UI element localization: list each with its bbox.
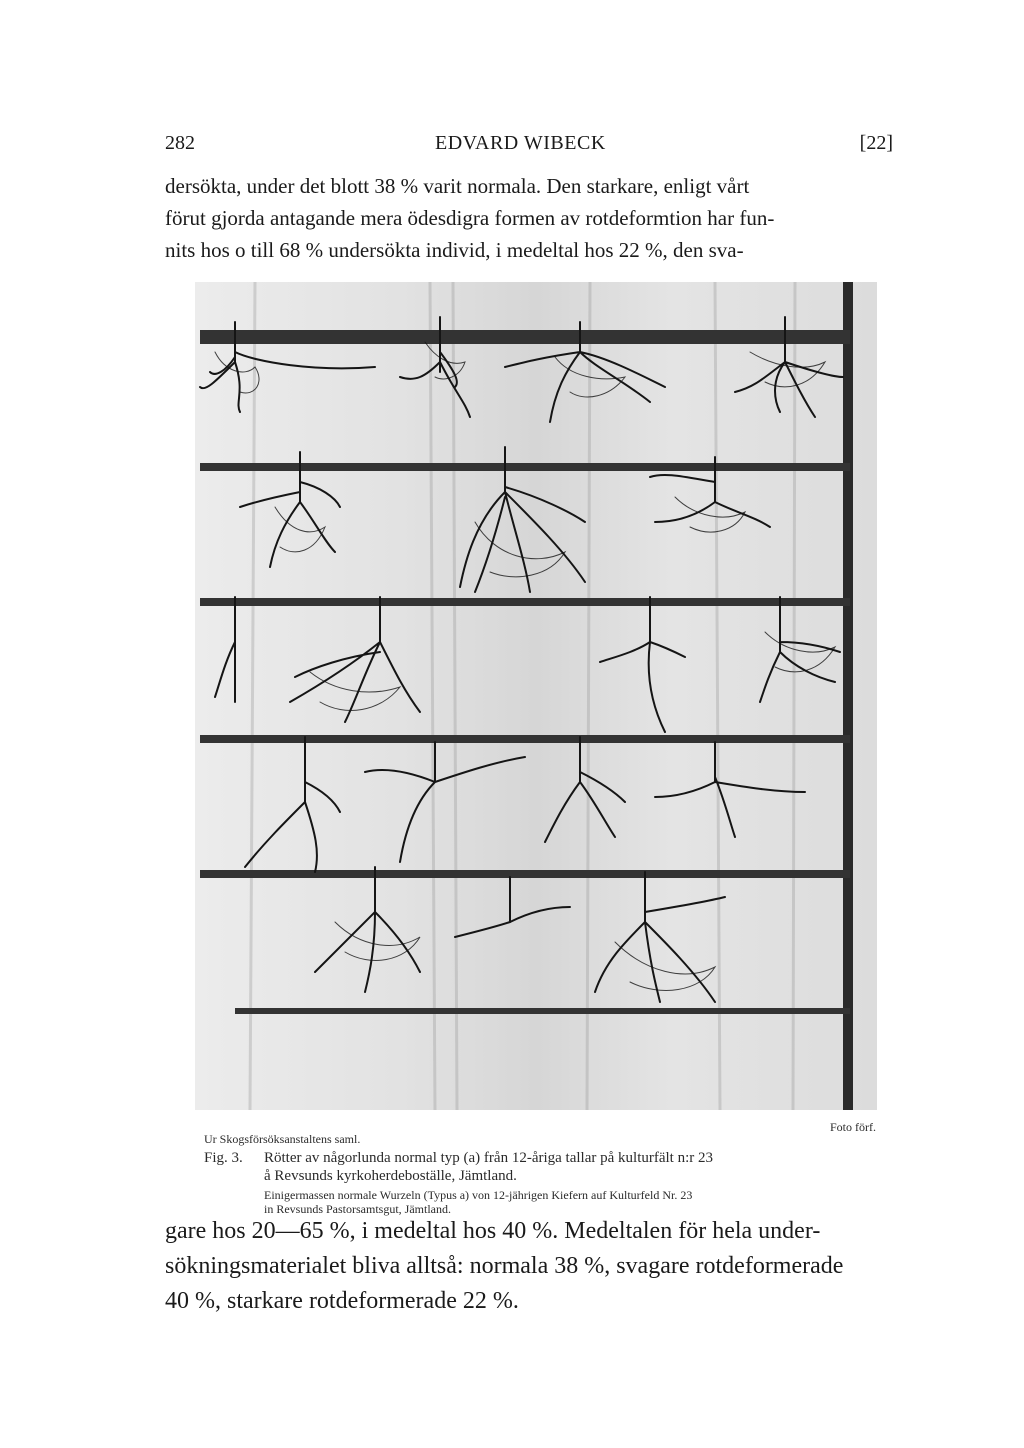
text-line: sökningsmaterialet bliva alltså: normala 38 %, svagare rotdeformerade bbox=[165, 1253, 844, 1279]
figure-label: Fig. 3. bbox=[204, 1150, 243, 1166]
photo-credit: Foto förf. bbox=[830, 1120, 876, 1134]
collection-credit: Ur Skogsförsöksanstaltens saml. bbox=[204, 1132, 361, 1146]
text-line: förut gjorda antagande mera ödesdigra formen av rotdeformtion har fun- bbox=[165, 206, 775, 230]
page-number: 282 bbox=[165, 132, 195, 154]
running-head bbox=[165, 132, 893, 162]
paragraph-top bbox=[165, 170, 900, 266]
root-photograph bbox=[195, 282, 877, 1110]
caption-german-2: in Revsunds Pastorsamtsgut, Jämtland. bbox=[264, 1202, 451, 1216]
text-line: 40 %, starkare rotdeformerade 22 %. bbox=[165, 1288, 519, 1314]
text-line: gare hos 20—65 %, i medeltal hos 40 %. Medeltalen för hela under- bbox=[165, 1218, 821, 1244]
caption-swedish-1: Rötter av någorlunda normal typ (a) från 12-åriga tallar på kulturfält n:r 23 bbox=[264, 1150, 714, 1166]
caption-german-1: Einigermassen normale Wurzeln (Typus a) von 12-jährigen Kiefern auf Kulturfeld Nr. 23 bbox=[264, 1188, 693, 1202]
photograph-drawing bbox=[195, 282, 877, 1110]
paragraph-bottom bbox=[165, 1214, 900, 1319]
photo-background bbox=[195, 282, 877, 1110]
running-title: EDVARD WIBECK bbox=[435, 132, 606, 154]
frame-post bbox=[843, 282, 853, 1110]
text-line: dersökta, under det blott 38 % varit normala. Den starkare, enligt vårt bbox=[165, 174, 750, 198]
text-line: nits hos o till 68 % undersökta individ, i medeltal hos 22 %, den sva- bbox=[165, 238, 744, 262]
bracketed-number: [22] bbox=[859, 132, 893, 154]
caption-line bbox=[204, 1150, 713, 1167]
caption-swedish-2: å Revsunds kyrkoherdeboställe, Jämtland. bbox=[264, 1168, 517, 1184]
